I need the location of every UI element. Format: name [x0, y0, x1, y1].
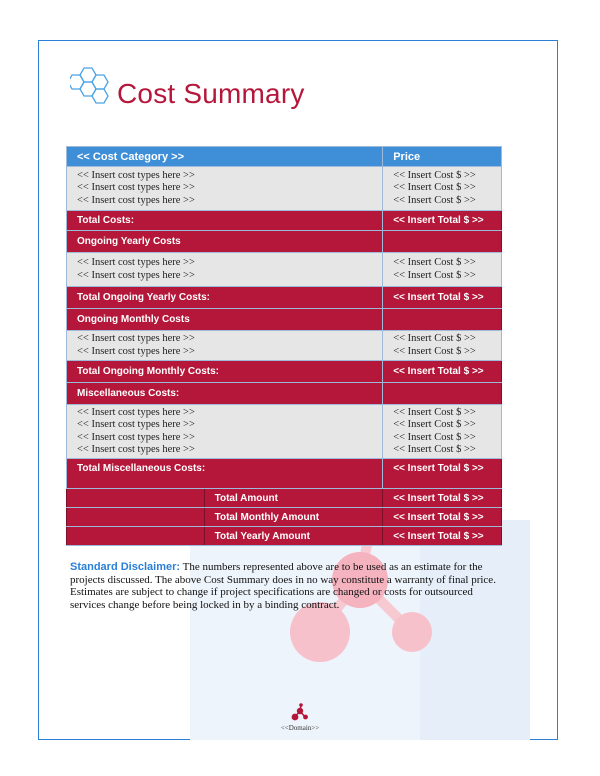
- ongoing-yearly-heading: Ongoing Yearly Costs: [67, 231, 383, 253]
- molecule-watermark-icon: [190, 520, 530, 740]
- cost-price-item: << Insert Cost $ >>: [393, 257, 476, 269]
- total-row: [67, 287, 502, 309]
- summary-row: [67, 508, 502, 527]
- cost-type-item: << Insert cost types here >>: [77, 182, 195, 194]
- disclaimer-text: The numbers represented above are to be used as an estimate for the projects discussed. The above Cost Summary does in no way constitute a warranty of final price. Estimates are subject to change if project specifications are changed or costs for outsourced services change before being locked in by a binding contract.: [70, 561, 496, 611]
- cost-type-item: << Insert cost types here >>: [77, 345, 195, 357]
- cost-price-item: << Insert Cost $ >>: [393, 419, 476, 431]
- cost-type-item: << Insert cost types here >>: [77, 269, 195, 281]
- table-row: [67, 167, 502, 211]
- table-row: [67, 331, 502, 361]
- table-row: [67, 253, 502, 287]
- cost-type-item: << Insert cost types here >>: [77, 443, 195, 455]
- total-value: << Insert Total $ >>: [383, 287, 502, 309]
- total-costs-label: Total Costs:: [67, 211, 383, 231]
- total-row: [67, 211, 502, 231]
- cost-price-item: << Insert Cost $ >>: [393, 333, 476, 345]
- cost-price-item: << Insert Cost $ >>: [393, 406, 476, 418]
- cost-price-item: << Insert Cost $ >>: [393, 345, 476, 357]
- total-value: << Insert Total $ >>: [383, 489, 502, 508]
- cost-price-cell: [383, 405, 502, 459]
- total-misc-label: Total Miscellaneous Costs:: [67, 459, 383, 489]
- table-row: [67, 405, 502, 459]
- total-value: << Insert Total $ >>: [383, 527, 502, 546]
- cost-price-item: << Insert Cost $ >>: [393, 269, 476, 281]
- section-heading-row: [67, 383, 502, 405]
- summary-row: [67, 527, 502, 546]
- cost-price-item: << Insert Cost $ >>: [393, 170, 476, 182]
- cost-price-item: << Insert Cost $ >>: [393, 443, 476, 455]
- hexagon-cluster-icon: [70, 66, 116, 106]
- cost-price-item: << Insert Cost $ >>: [393, 194, 476, 206]
- cost-price-item: << Insert Cost $ >>: [393, 431, 476, 443]
- cost-type-item: << Insert cost types here >>: [77, 170, 195, 182]
- disclaimer-paragraph: [70, 561, 510, 611]
- cost-summary-table: [66, 146, 502, 546]
- cost-type-item: << Insert cost types here >>: [77, 419, 195, 431]
- cost-types-cell: [67, 253, 383, 287]
- cost-type-item: << Insert cost types here >>: [77, 431, 195, 443]
- cost-type-item: << Insert cost types here >>: [77, 406, 195, 418]
- molecule-icon: [288, 703, 312, 723]
- page-title: Cost Summary: [117, 78, 305, 109]
- cost-type-item: << Insert cost types here >>: [77, 333, 195, 345]
- cost-types-cell: [67, 405, 383, 459]
- disclaimer-label: Standard Disclaimer:: [70, 561, 181, 573]
- section-heading-row: [67, 309, 502, 331]
- cost-price-cell: [383, 167, 502, 211]
- cost-type-item: << Insert cost types here >>: [77, 257, 195, 269]
- cost-price-item: << Insert Cost $ >>: [393, 182, 476, 194]
- total-row: [67, 361, 502, 383]
- miscellaneous-heading: Miscellaneous Costs:: [67, 383, 383, 405]
- total-ongoing-yearly-label: Total Ongoing Yearly Costs:: [67, 287, 383, 309]
- cost-types-cell: [67, 331, 383, 361]
- total-amount-label: Total Amount: [204, 489, 383, 508]
- price-header: Price: [383, 147, 502, 167]
- cost-types-cell: [67, 167, 383, 211]
- ongoing-monthly-heading: Ongoing Monthly Costs: [67, 309, 383, 331]
- total-value: << Insert Total $ >>: [383, 361, 502, 383]
- section-heading-row: [67, 231, 502, 253]
- cost-price-cell: [383, 331, 502, 361]
- total-value: << Insert Total $ >>: [383, 211, 502, 231]
- total-monthly-amount-label: Total Monthly Amount: [204, 508, 383, 527]
- cost-type-item: << Insert cost types here >>: [77, 194, 195, 206]
- total-value: << Insert Total $ >>: [383, 459, 502, 489]
- total-row: [67, 459, 502, 489]
- total-ongoing-monthly-label: Total Ongoing Monthly Costs:: [67, 361, 383, 383]
- footer-domain: <<Domain>>: [280, 724, 320, 732]
- total-yearly-amount-label: Total Yearly Amount: [204, 527, 383, 546]
- cost-category-header: << Cost Category >>: [67, 147, 383, 167]
- summary-row: [67, 489, 502, 508]
- table-header-row: [67, 147, 502, 167]
- total-value: << Insert Total $ >>: [383, 508, 502, 527]
- cost-price-cell: [383, 253, 502, 287]
